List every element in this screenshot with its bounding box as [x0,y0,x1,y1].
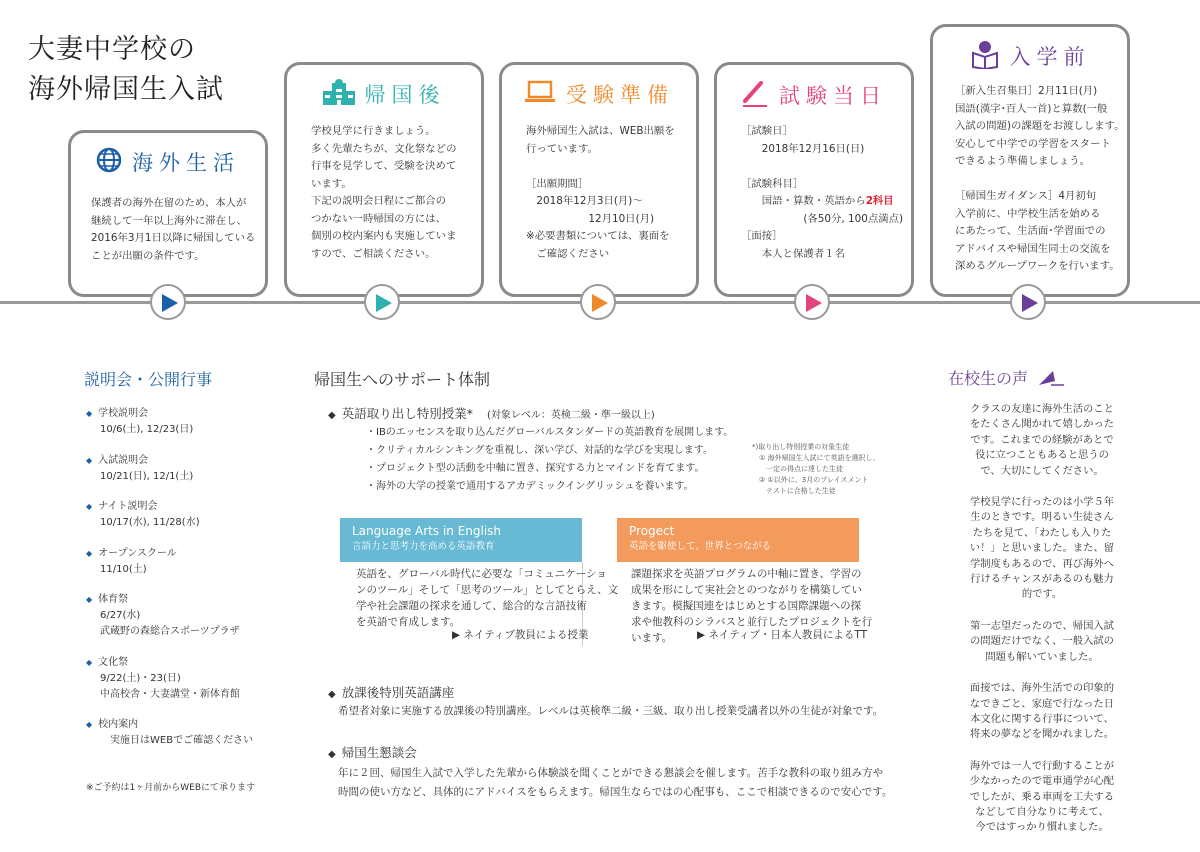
english-class-heading [328,404,655,422]
card-title: 帰国後 [364,83,446,107]
card-body-part: ［試験日］ 2018年12月16日(日) ［試験科目］ 国語・算数・英語から [741,125,866,207]
card-body: 海外帰国生入試は、WEB出願を 行っています。 ［出願期間］ 2018年12月3日(月)〜 12月10日(月) ※必要書類については、裏面を ご確認ください [526,125,675,260]
project-footer: ▶ ネイティブ・日本人教員によるTT [697,629,868,641]
event-item [86,546,253,578]
voices-list [952,402,1132,852]
voice-paragraph: 第一志望だったので、帰国入試 の問題だけでなく、一般入試の 問題も解いていました。 [970,619,1114,663]
bullet-item: ・ プロジェクト型の活動を中軸に置き、探究する力とマインドを育てます。 [366,460,733,478]
reading-person-icon [970,39,1000,73]
project-body: 課題探求を英語プログラムの中軸に置き、学習の 成果を形にして実社会とのつながりを構築してい きます。模擬国連をはじめとする国際課題への探 求や他教科のシラバスと並行したプロジェクトを行 います。 [631,568,873,644]
language-arts-body: 英語を、グローバル時代に必要な「コミュニケーショ ンのツール」そして「思考のツール」としてとらえ、文 学や社会課題の探求を通して、総合的な言語技術 を英語で育成します。 [356,568,619,628]
voices-title: 在校生の声 [948,369,1029,388]
meeting-text-line2: 時間の使い方など、具体的にアドバイスをもらえます。帰国生ならではの心配事も、ここで相談できるので安心です。 [338,786,893,798]
timeline-arrow-exam-day [794,284,830,320]
bullet-item: ・ 海外の大学の授業で通用するアカデミックイングリッシュを養います。 [366,478,733,496]
voice-paragraph: 面接では、海外生活での印象的 なできごと、家庭で行なった日 本文化に関する行事について、 将来の夢などを聞かれました。 [969,682,1115,741]
language-arts-subtitle: 言語力と思考力を高める英語教育 [352,541,495,552]
card-title: 試験当日 [779,84,887,108]
event-name: ◆ 文化祭 [86,655,253,671]
page-title-line1: 大妻中学校の [28,34,196,65]
card-header [717,79,911,111]
english-class-note: *)取り出し特別授業の対象生徒 ① 海外帰国生入試にて英語を選択し、 一定の得点に達した生徒 ② ①以外に、3月のプレイスメント テストに合格した生徒 [752,443,880,495]
project-title: Progect [629,524,675,538]
laptop-icon [524,80,556,108]
card-body [741,123,903,263]
meeting-heading: ◆ 帰国生懇談会 [328,743,417,761]
card-title: 入学前 [1009,45,1091,69]
event-detail: 10/17(水), 11/28(水) [100,517,200,528]
school-building-icon [323,79,355,109]
card-body: 保護者の海外在留のため、本人が 継続して一年以上海外に滞在し、 2016年3月1日以降に帰国している ことが出願の条件です。 [91,197,256,262]
event-name: ◆ ナイト説明会 [86,499,253,515]
card-after-return [284,62,484,297]
voice-paragraph: クラスの友達に海外生活のこと をたくさん聞かれて嬉しかった です。これまでの経験があとで 役に立つこともあると思うの で、大切にしてください。 [969,403,1115,477]
bullet-item: ・ IBのエッセンスを取り込んだグローバルスタンダードの英語教育を展開します。 [366,424,733,442]
card-header [502,79,696,109]
card-header [287,79,481,109]
event-item [86,655,253,703]
after-school-heading: ◆ 放課後特別英語講座 [328,683,454,701]
event-name: ◆ 学校説明会 [86,406,253,422]
event-name: ◆ 体育祭 [86,592,253,608]
card-title: 海外生活 [132,151,240,175]
card-before-entrance [930,24,1130,297]
event-detail: 10/6(土), 12/23(日) [100,424,194,435]
meeting-text-line1: 年に２回、帰国生入試で入学した先輩から体験談を聞くことができる懇談会を催します。苦手な教科の取り組み方や [338,767,884,779]
after-school-text: 希望者対象に実施する放課後の特別講座。レベルは英検準二級・三級、取り出し授業受講者以外の生徒が対象です。 [338,705,884,717]
events-note: ※ご予約は1ヶ月前からWEBにて承ります [86,783,256,793]
event-name: ◆ オープンスクール [86,546,253,562]
event-item [86,592,253,640]
event-name: ◆ 校内案内 [86,717,253,733]
card-header [71,147,265,177]
events-list [86,406,253,764]
event-name: ◆ 入試説明会 [86,453,253,469]
english-class-bullets [366,424,733,496]
event-detail: 11/10(土) [100,563,147,575]
card-body: 学校見学に行きましょう。 多く先輩たちが、文化祭などの 行事を見学して、受験を決めて います。 下記の説明会日程にご都合の つかない一時帰国の方には、 個別の校内案内も実施していま すので、ご相談ください。 [311,125,457,260]
timeline-arrow-overseas [150,284,186,320]
events-title: 説明会・公開行事 [84,370,213,389]
language-arts-footer: ▶ ネイティブ教員による授業 [452,629,589,641]
card-body-part: (各50分, 100点満点) ［面接］ 本人と保護者１名 [741,212,904,260]
voices-header [948,366,1065,391]
voice-paragraph: 学校見学に行ったのは小学５年 生のときです。明るい生徒さん たちを見て、「わたしも入りた い！」と思いました。また、留 学制度もあるので、再び海外へ 行けるチャンスがあるのも魅力 的です。 [969,496,1115,601]
card-header [933,39,1127,73]
timeline-arrow-before-entrance [1010,284,1046,320]
event-detail: 実施日はWEBでご確認ください [100,735,254,746]
event-detail: 9/22(土)・23(日) 中高校舎・大妻講堂・新体育館 [100,672,240,700]
card-title: 受験準備 [566,83,674,107]
project-subtitle: 英語を駆使して、世界とつながる [629,541,772,552]
page-title [28,30,224,110]
bullet-item: ・ クリティカルシンキングを重視し、深い学び、対話的な学びを実現します。 [366,442,733,460]
project-header [617,518,859,562]
event-detail: 6/27(水) 武蔵野の森総合スポーツプラザ [100,610,240,637]
card-overseas-life [68,130,268,297]
card-body: ［新入生召集日］2月11日(月) 国語(漢字･百人一首)と算数(一般 入試の問題)の課題をお渡しします。 安心して中学での学習をスタート できるよう準備しましょう。 ［帰国生ガイダンス］4月初旬 入学前に、中学校生活を始める にあたって、生活面･学習面での アドバイスや帰国生同士の交流を 深めるグループワークを行います。 [955,85,1125,272]
event-item [86,717,253,749]
page-title-line2: 海外帰国生入試 [28,74,224,105]
megaphone-icon [1037,369,1065,391]
globe-icon [96,147,122,177]
event-item [86,453,253,485]
event-detail: 10/21(日), 12/1(土) [100,470,194,482]
voice-paragraph: 海外では一人で行動することが 少なかったので電車通学が心配 でしたが、乗る車両を工夫する などして自分なりに考えて、 今ではすっかり慣れました。 [969,759,1115,834]
event-item [86,499,253,531]
timeline-arrow-return [364,284,400,320]
pencil-icon [741,79,769,111]
english-class-level: (対象レベル：英検二級・準一級以上) [486,410,655,421]
timeline-arrow-prep [580,284,616,320]
language-arts-header [340,518,582,562]
highlight-subjects: 2科目 [865,195,894,207]
language-arts-title: Language Arts in English [352,524,502,538]
card-exam-day [714,62,914,297]
support-title: 帰国生へのサポート体制 [314,370,491,389]
card-exam-prep [499,62,699,297]
english-class-title: 英語取り出し特別授業* [341,406,473,421]
event-item [86,406,253,438]
